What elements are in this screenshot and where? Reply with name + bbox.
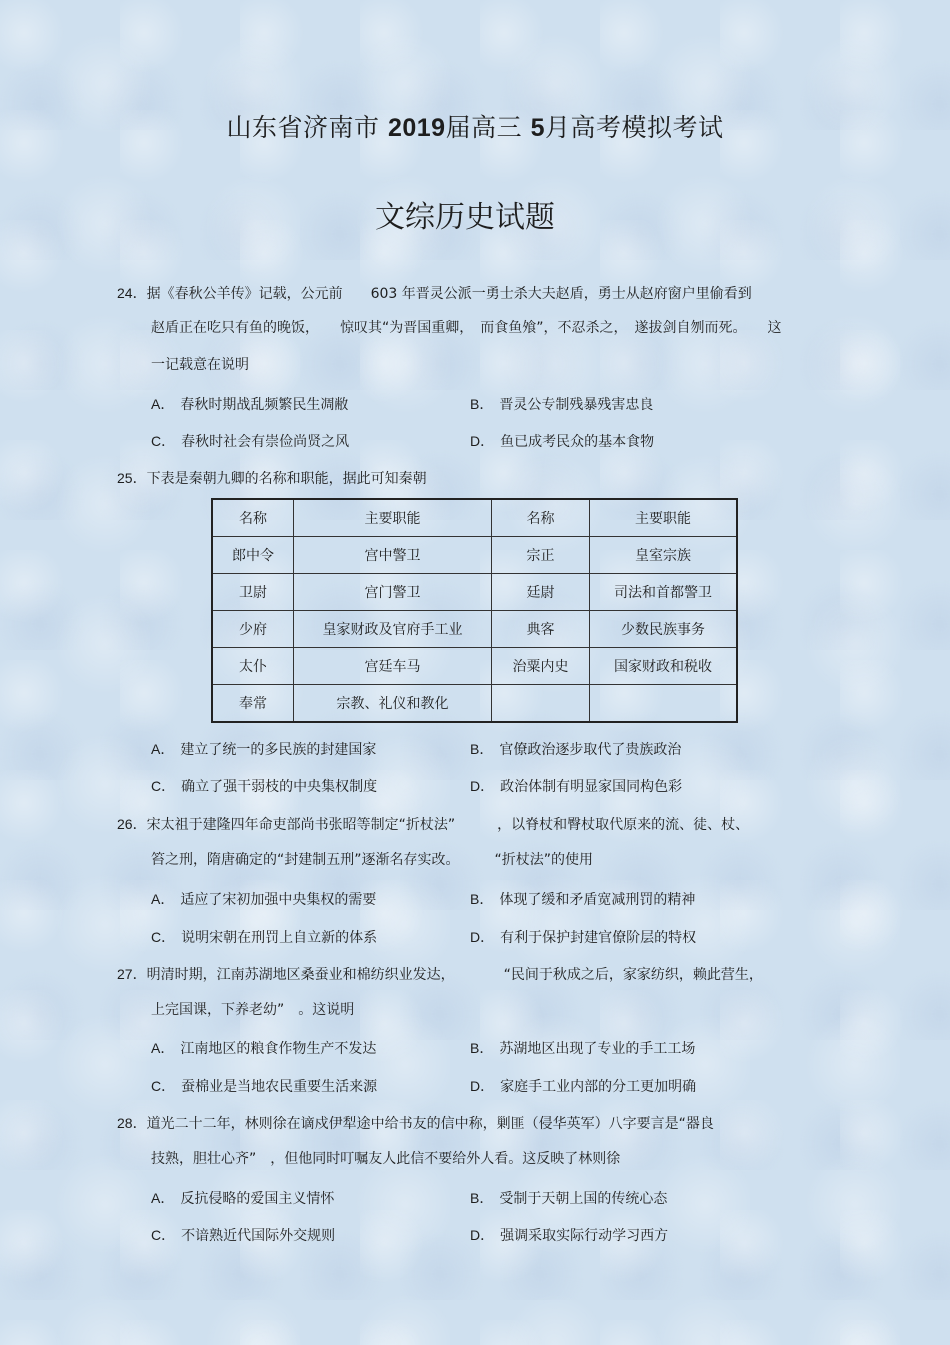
- question-number: 24．: [117, 285, 147, 301]
- exam-subtitle: 文综历史试题: [375, 200, 555, 235]
- table-header-row: [212, 499, 737, 537]
- question-text: 道光二十二年，林则徐在谪戍伊犁途中给书友的信中称，剿匪（侵华英军）八字要言是“器良: [146, 1116, 714, 1132]
- question-number: 27．: [117, 966, 147, 982]
- option-text: 蚕棉业是当地农民重要生活来源: [181, 1079, 378, 1095]
- table-cell: 宗教、礼仪和教化: [294, 685, 492, 723]
- option-text: 晋灵公专制残暴残害忠良: [499, 397, 654, 413]
- table-header-cell: 主要职能: [294, 499, 492, 537]
- option-c[interactable]: [151, 929, 377, 946]
- option-label: A．: [151, 1190, 175, 1206]
- option-label: C．: [151, 929, 176, 945]
- option-d[interactable]: [470, 778, 682, 795]
- question-text: 上完国课，下养老幼” 。这说明: [151, 1002, 355, 1018]
- option-label: D．: [470, 1227, 495, 1243]
- table-cell: 宗正: [492, 537, 590, 574]
- option-text: 鱼已成考民众的基本食物: [500, 434, 655, 450]
- question-text: 赵盾正在吃只有鱼的晚饭， 惊叹其“为晋国重卿， 而食鱼飧”，不忍杀之， 遂拔剑自刎而死。 这: [151, 320, 782, 336]
- table-row: [212, 648, 737, 685]
- table-cell: 宫中警卫: [294, 537, 492, 574]
- question-text: 技熟，胆壮心齐” ，但他同时叮嘱友人此信不要给外人看。这反映了林则徐: [151, 1151, 621, 1167]
- table-cell: 卫尉: [212, 574, 294, 611]
- option-text: 体现了缓和矛盾宽减刑罚的精神: [499, 892, 696, 908]
- question-26-line-1: [117, 816, 749, 833]
- option-label: B．: [470, 891, 494, 907]
- option-c[interactable]: [151, 433, 349, 450]
- option-c[interactable]: [151, 778, 377, 795]
- question-text: 明清时期，江南苏湖地区桑蚕业和棉纺织业发达， “民间于秋成之后，家家纺织，赖此营生，: [146, 967, 763, 983]
- option-text: 家庭手工业内部的分工更加明确: [500, 1079, 697, 1095]
- question-number: 25．: [117, 470, 147, 486]
- option-label: B．: [470, 1190, 494, 1206]
- option-text: 建立了统一的多民族的封建国家: [180, 742, 377, 758]
- table-row: [212, 574, 737, 611]
- option-text: 强调采取实际行动学习西方: [500, 1228, 669, 1244]
- table-row: [212, 537, 737, 574]
- option-c[interactable]: [151, 1227, 335, 1244]
- table-cell: 典客: [492, 611, 590, 648]
- option-b[interactable]: [470, 891, 695, 908]
- option-label: A．: [151, 1040, 175, 1056]
- table-cell: 司法和首都警卫: [590, 574, 738, 611]
- option-b[interactable]: [470, 1190, 667, 1207]
- title-part: 月高考模拟考试: [544, 113, 724, 142]
- exam-title: [0, 108, 950, 144]
- table-header-cell: 名称: [212, 499, 294, 537]
- question-28-line-1: [117, 1115, 714, 1132]
- option-text: 适应了宋初加强中央集权的需要: [180, 892, 377, 908]
- option-label: A．: [151, 891, 175, 907]
- option-text: 官僚政治逐步取代了贵族政治: [499, 742, 682, 758]
- option-text: 苏湖地区出现了专业的手工工场: [499, 1041, 696, 1057]
- table-cell: 少府: [212, 611, 294, 648]
- option-label: B．: [470, 1040, 494, 1056]
- option-label: D．: [470, 778, 495, 794]
- table-row: [212, 611, 737, 648]
- question-text: 下表是秦朝九卿的名称和职能，据此可知秦朝: [146, 471, 427, 487]
- table-cell: 宫门警卫: [294, 574, 492, 611]
- question-text: 宋太祖于建隆四年命吏部尚书张昭等制定“折杖法” ，以脊杖和臀杖取代原来的流、徒、杖、: [146, 817, 750, 833]
- option-c[interactable]: [151, 1078, 377, 1095]
- table-cell: 皇室宗族: [590, 537, 738, 574]
- option-label: D．: [470, 1078, 495, 1094]
- nine-ministers-table: [211, 498, 738, 723]
- option-label: B．: [470, 741, 494, 757]
- option-label: A．: [151, 741, 175, 757]
- question-text: 笞之刑，隋唐确定的“封建制五刑”逐渐名存实改。 “折杖法”的使用: [151, 852, 594, 868]
- option-text: 反抗侵略的爱国主义情怀: [180, 1191, 335, 1207]
- option-text: 有利于保护封建官僚阶层的特权: [500, 930, 697, 946]
- option-label: C．: [151, 433, 176, 449]
- table-header-cell: 名称: [492, 499, 590, 537]
- option-b[interactable]: [470, 741, 681, 758]
- option-label: B．: [470, 396, 494, 412]
- table-cell: 奉常: [212, 685, 294, 723]
- option-d[interactable]: [470, 433, 654, 450]
- option-a[interactable]: [151, 1040, 376, 1057]
- option-text: 不谙熟近代国际外交规则: [181, 1228, 336, 1244]
- question-24-line-1: [117, 285, 752, 302]
- option-label: D．: [470, 929, 495, 945]
- option-d[interactable]: [470, 929, 696, 946]
- table-cell: 廷尉: [492, 574, 590, 611]
- option-a[interactable]: [151, 891, 376, 908]
- option-a[interactable]: [151, 1190, 334, 1207]
- question-number: 26．: [117, 816, 147, 832]
- title-part: 届高三: [445, 113, 523, 142]
- table-cell: 太仆: [212, 648, 294, 685]
- option-label: C．: [151, 1227, 176, 1243]
- option-label: C．: [151, 1078, 176, 1094]
- option-label: C．: [151, 778, 176, 794]
- option-d[interactable]: [470, 1078, 696, 1095]
- table-cell: [590, 685, 738, 723]
- option-text: 春秋时期战乱频繁民生凋敝: [180, 397, 349, 413]
- title-year: 2019: [387, 114, 446, 142]
- question-number: 28．: [117, 1115, 147, 1131]
- table-cell: 少数民族事务: [590, 611, 738, 648]
- option-b[interactable]: [470, 396, 653, 413]
- question-27-line-1: [117, 966, 763, 983]
- option-a[interactable]: [151, 741, 376, 758]
- table-cell: 宫廷车马: [294, 648, 492, 685]
- table-row: [212, 685, 737, 723]
- question-text: 据《春秋公羊传》记载，公元前 603 年晋灵公派一勇士杀大夫赵盾，勇士从赵府窗户里偷看到: [146, 286, 752, 302]
- option-label: D．: [470, 433, 495, 449]
- option-d[interactable]: [470, 1227, 668, 1244]
- option-text: 春秋时社会有崇俭尚贤之风: [181, 434, 350, 450]
- option-label: A．: [151, 396, 175, 412]
- table-cell: 皇家财政及官府手工业: [294, 611, 492, 648]
- title-part: 山东省济南市: [226, 113, 380, 142]
- table-cell: [492, 685, 590, 723]
- option-text: 受制于天朝上国的传统心态: [499, 1191, 668, 1207]
- option-text: 政治体制有明显家国同构色彩: [500, 779, 683, 795]
- question-text: 一记载意在说明: [151, 357, 249, 373]
- question-25-line-1: [117, 470, 427, 487]
- table-header-cell: 主要职能: [590, 499, 738, 537]
- option-b[interactable]: [470, 1040, 695, 1057]
- table-cell: 治粟内史: [492, 648, 590, 685]
- option-text: 确立了强干弱枝的中央集权制度: [181, 779, 378, 795]
- table-cell: 郎中令: [212, 537, 294, 574]
- title-month: 5: [530, 114, 545, 142]
- option-text: 说明宋朝在刑罚上自立新的体系: [181, 930, 378, 946]
- option-a[interactable]: [151, 396, 348, 413]
- option-text: 江南地区的粮食作物生产不发达: [180, 1041, 377, 1057]
- table-cell: 国家财政和税收: [590, 648, 738, 685]
